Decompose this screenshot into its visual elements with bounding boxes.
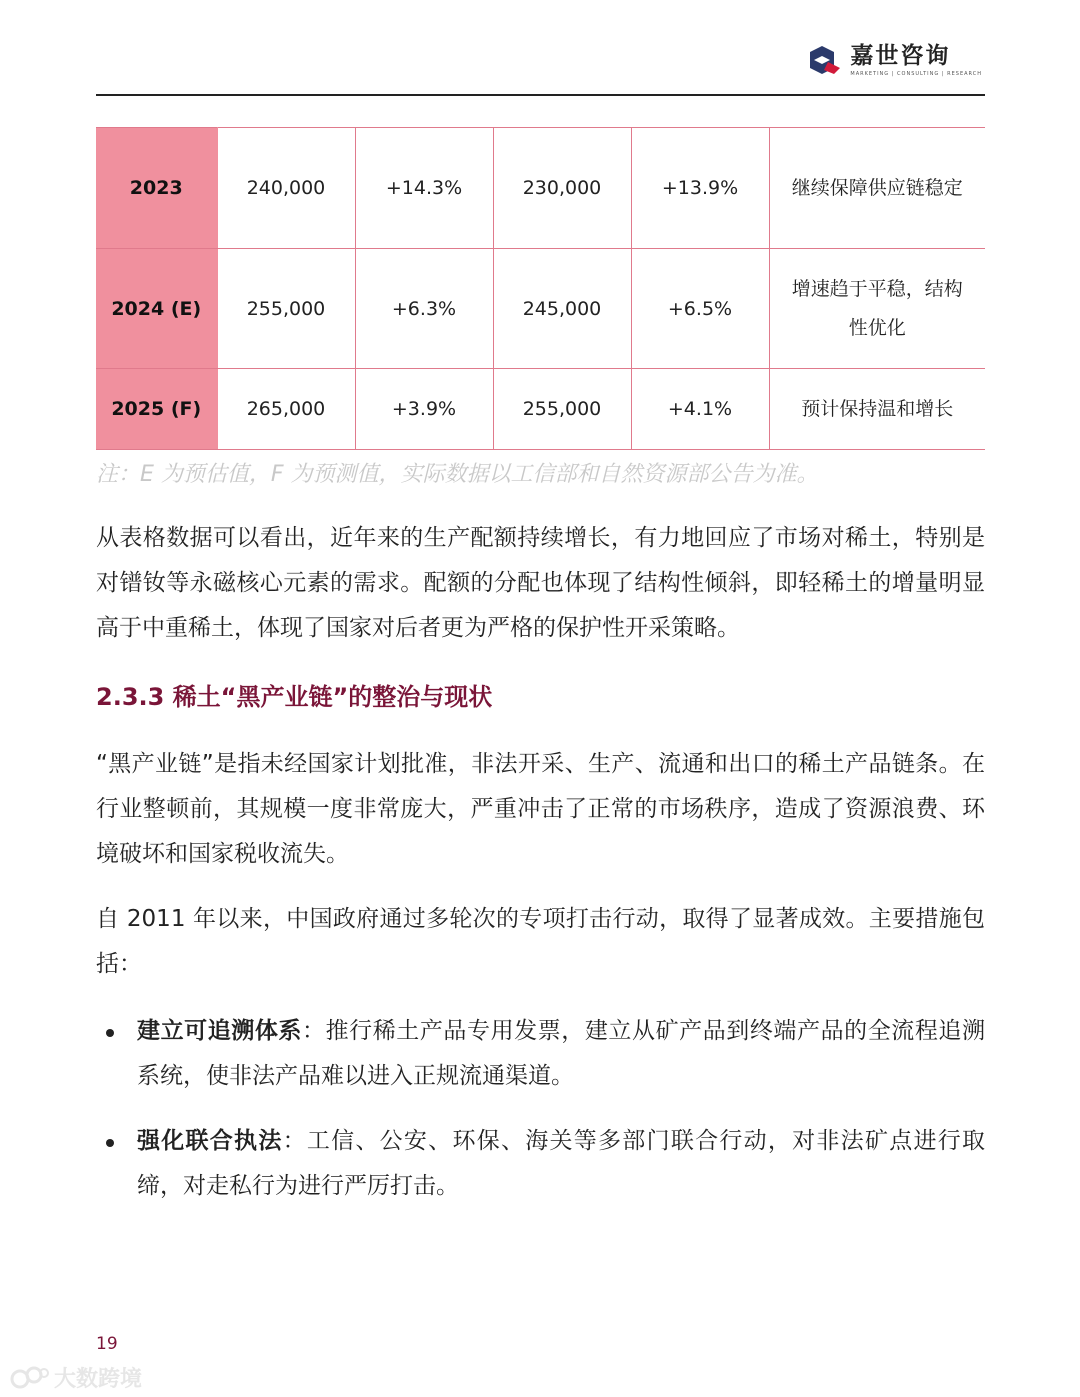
table-footnote: 注：E 为预估值，F 为预测值，实际数据以工信部和自然资源部公告为准。 — [96, 462, 819, 487]
table-cell: +3.9% — [355, 369, 493, 450]
table-cell: 245,000 — [493, 249, 631, 369]
watermark — [10, 1362, 142, 1393]
paragraph: 从表格数据可以看出，近年来的生产配额持续增长，有力地回应了市场对稀土，特别是对镨钕等永磁核心元素的需求。配额的分配也体现了结构性倾斜，即轻稀土的增量明显高于中重稀土，体现了国家对后者更为严格的保护性开采策略。 — [96, 525, 985, 641]
year-cell: 2023 — [96, 128, 217, 249]
list-item-text: ：工信、公安、环保、海关等多部门联合行动，对非法矿点进行取缔，对走私行为进行严厉打击。 — [137, 1128, 986, 1199]
bullet-icon — [106, 1029, 114, 1037]
list-item-title: 强化联合执法 — [137, 1128, 283, 1154]
note-cell: 继续保障供应链稳定 — [769, 128, 985, 249]
table-cell: +6.5% — [631, 249, 769, 369]
year-cell: 2025 (F) — [96, 369, 217, 450]
brand-tagline: MARKETING | CONSULTING | RESEARCH — [850, 71, 982, 77]
table-row — [96, 369, 985, 450]
bullet-icon — [106, 1139, 114, 1147]
list-item-text: ：推行稀土产品专用发票，建立从矿产品到终端产品的全流程追溯系统，使非法产品难以进入正规流通渠道。 — [137, 1018, 985, 1089]
table-cell: +14.3% — [355, 128, 493, 249]
brand-logo-icon — [806, 42, 842, 78]
table-cell: 255,000 — [493, 369, 631, 450]
table-cell: 230,000 — [493, 128, 631, 249]
quota-table — [96, 127, 985, 450]
page-number: 19 — [96, 1334, 118, 1354]
table-row — [96, 249, 985, 369]
list-item-title: 建立可追溯体系 — [137, 1018, 302, 1044]
section-heading: 2.3.3 稀土“黑产业链”的整治与现状 — [96, 683, 493, 711]
header-divider — [96, 94, 985, 96]
list-item — [96, 1009, 985, 1099]
brand-name: 嘉世咨询 — [850, 43, 951, 69]
table-cell: 240,000 — [217, 128, 355, 249]
paragraph: 自 2011 年以来，中国政府通过多轮次的专项打击行动，取得了显著成效。主要措施包括： — [96, 906, 985, 977]
table-cell: +13.9% — [631, 128, 769, 249]
table-cell: 255,000 — [217, 249, 355, 369]
note-cell: 预计保持温和增长 — [769, 369, 985, 450]
table-cell: 265,000 — [217, 369, 355, 450]
brand-logo — [806, 42, 982, 78]
table-row — [96, 128, 985, 249]
year-cell: 2024 (E) — [96, 249, 217, 369]
watermark-logo-icon — [10, 1365, 50, 1391]
table-cell: +4.1% — [631, 369, 769, 450]
note-cell: 增速趋于平稳，结构性优化 — [769, 249, 985, 369]
list-item — [96, 1119, 985, 1209]
paragraph: “黑产业链”是指未经国家计划批准，非法开采、生产、流通和出口的稀土产品链条。在行业整顿前，其规模一度非常庞大，严重冲击了正常的市场秩序，造成了资源浪费、环境破坏和国家税收流失。 — [96, 751, 985, 867]
watermark-text: 大数跨境 — [54, 1367, 143, 1392]
table-cell: +6.3% — [355, 249, 493, 369]
